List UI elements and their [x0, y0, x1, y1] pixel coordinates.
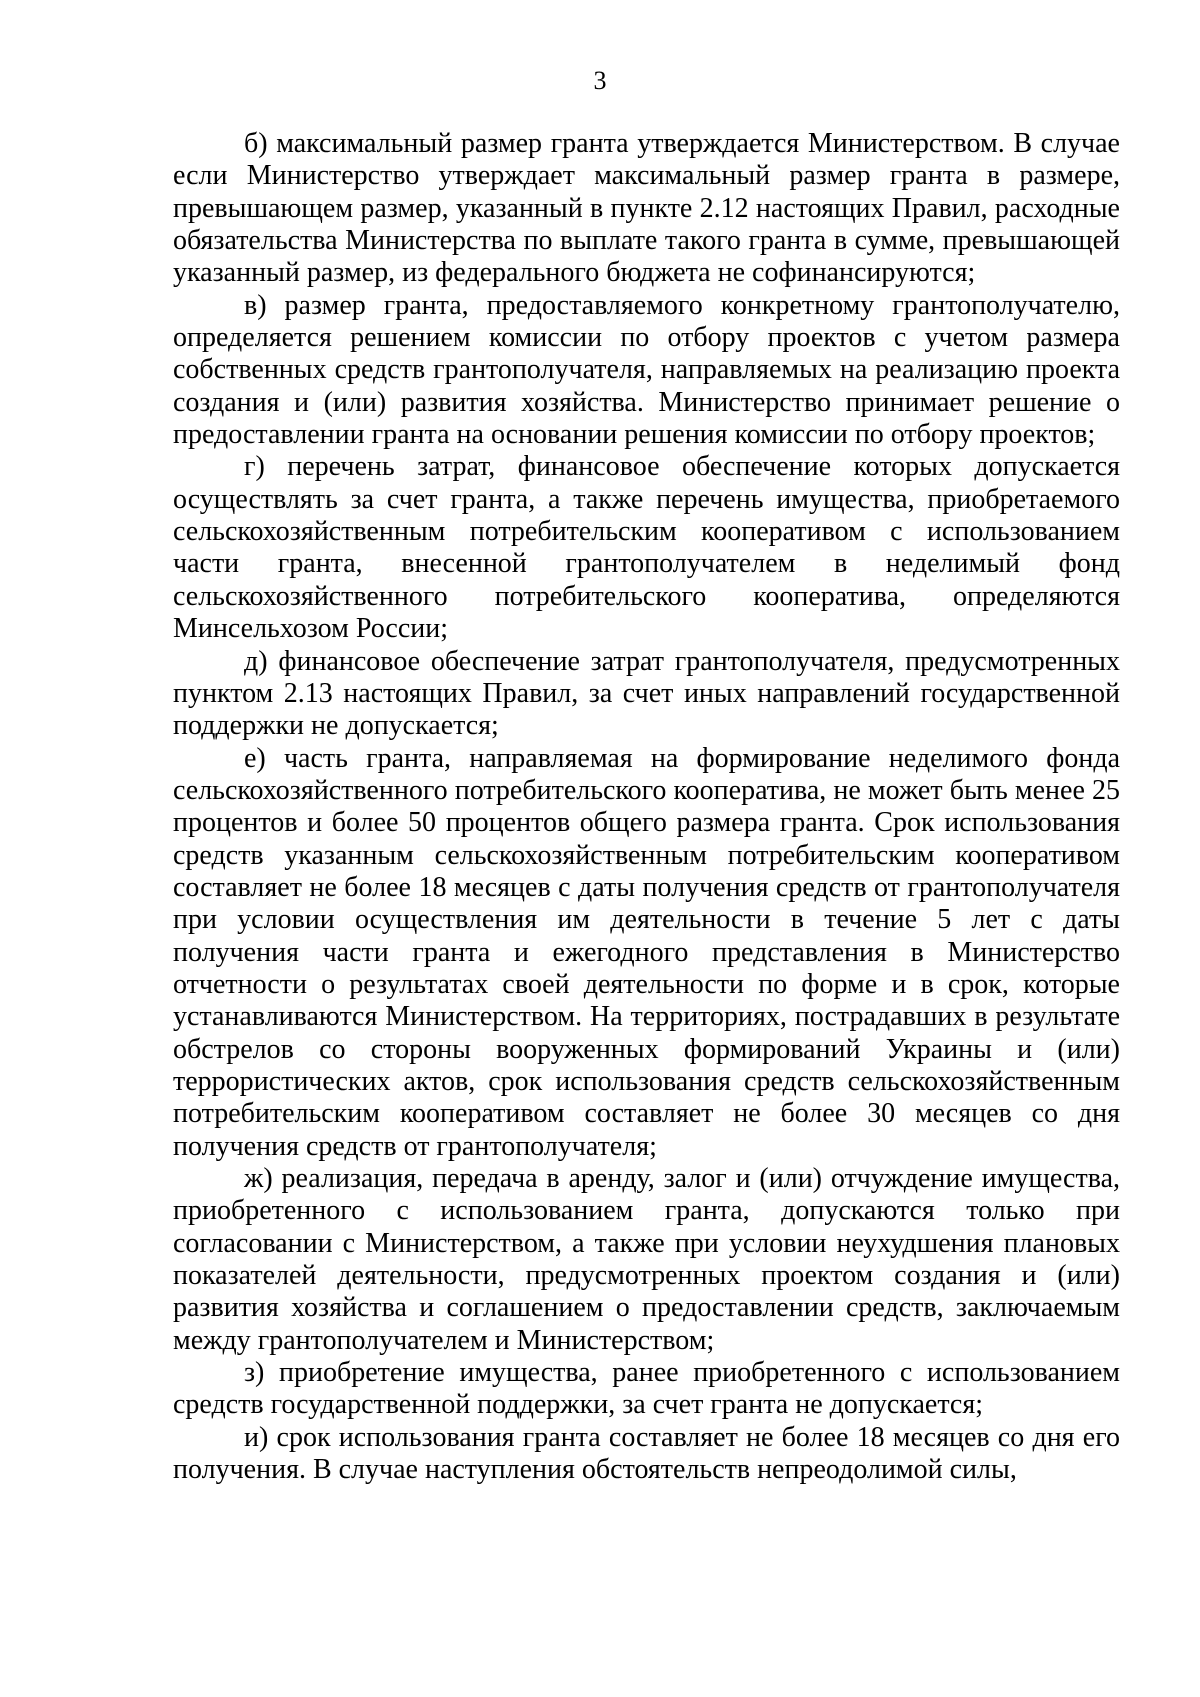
paragraph-z: з) приобретение имущества, ранее приобретенного с использованием средств государственной поддержки, за счет гранта не допускается; — [173, 1357, 1120, 1421]
paragraph-i: и) срок использования гранта составляет не более 18 месяцев со дня его получения. В случае наступления обстоятельств непреодолимой силы, — [173, 1421, 1120, 1486]
paragraph-e: е) часть гранта, направляемая на формирование неделимого фонда сельскохозяйственного потребительского кооператива, не может быть менее 25 процентов и более 50 процентов общего размера гранта. Срок использования средств указанным сельскохозяйственным потребительским кооперативом составляет не более 18 месяцев с даты получения средств от грантополучателя при условии осуществления им деятельности в течение 5 лет с даты получения части гранта и ежегодного представления в Министерство отчетности о результатах своей деятельности по форме и в срок, которые устанавливаются Министерством. На территориях, пострадавших в результате обстрелов со стороны вооруженных формирований Украины и (или) террористических актов, срок использования средств сельскохозяйственным потребительским кооперативом составляет не более 30 месяцев со дня получения средств от грантополучателя; — [173, 742, 1120, 1162]
paragraph-d: д) финансовое обеспечение затрат грантополучателя, предусмотренных пунктом 2.13 настоящих Правил, за счет иных направлений государственной поддержки не допускается; — [173, 645, 1120, 742]
paragraph-zh: ж) реализация, передача в аренду, залог и (или) отчуждение имущества, приобретенного с использованием гранта, допускаются только при согласовании с Министерством, а также при условии неухудшения плановых показателей деятельности, предусмотренных проектом создания и (или) развития хозяйства и соглашением о предоставлении средств, заключаемым между грантополучателем и Министерством; — [173, 1163, 1120, 1356]
paragraph-v: в) размер гранта, предоставляемого конкретному грантополучателю, определяется решением комиссии по отбору проектов с учетом размера собственных средств грантополучателя, направляемых на реализацию проекта создания и (или) развития хозяйства. Министерство принимает решение о предоставлении гранта на основании решения комиссии по отбору проектов; — [173, 289, 1120, 451]
page-number: 3 — [593, 66, 607, 95]
document-body — [173, 128, 1120, 1486]
paragraph-g: г) перечень затрат, финансовое обеспечение которых допускается осуществлять за счет гранта, а также перечень имущества, приобретаемого сельскохозяйственным потребительским кооперативом с использованием части гранта, внесенной грантополучателем в неделимый фонд сельскохозяйственного потребительского кооператива, определяются Минсельхозом России; — [173, 451, 1120, 645]
paragraph-b: б) максимальный размер гранта утверждается Министерством. В случае если Министерство утверждает максимальный размер гранта в размере, превышающем размер, указанный в пункте 2.12 настоящих Правил, расходные обязательства Министерства по выплате такого гранта в сумме, превышающей указанный размер, из федерального бюджета не софинансируются; — [173, 128, 1120, 289]
